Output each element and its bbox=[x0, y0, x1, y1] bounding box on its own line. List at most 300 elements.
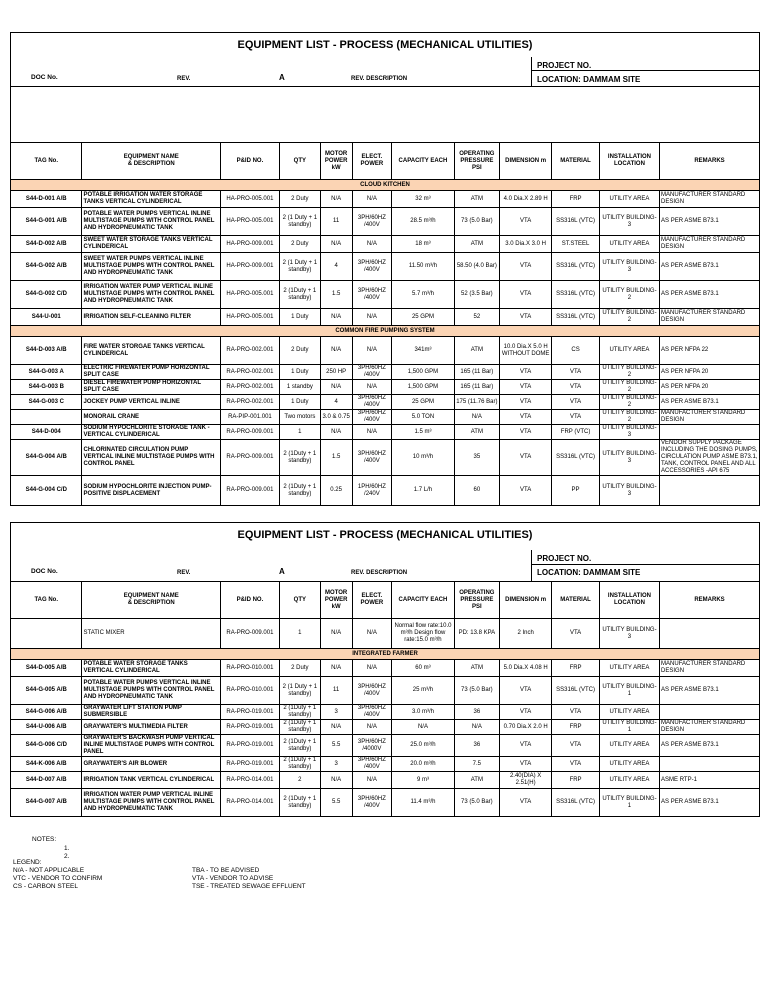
table-cell: 3PH/60HZ /400V bbox=[352, 395, 392, 410]
table-cell bbox=[660, 705, 760, 720]
table-cell: 25 GPM bbox=[392, 309, 454, 326]
table-cell: RA-PRO-019.001 bbox=[220, 757, 279, 772]
table-cell: 3PH/60HZ /400V bbox=[352, 281, 392, 309]
table-cell: VTA bbox=[500, 365, 552, 380]
table-cell: S44-D-005 A/B bbox=[11, 660, 82, 677]
table-cell: RA-PRO-019.001 bbox=[220, 705, 279, 720]
table-cell: UTILITY AREA bbox=[599, 191, 659, 208]
table-cell: STATIC MIXER bbox=[82, 619, 220, 649]
table-cell: 2 (1Duty + 1 standby) bbox=[279, 720, 320, 735]
equipment-sheet-2 bbox=[10, 522, 760, 817]
table-cell: S44-D-002 A/B bbox=[11, 236, 82, 253]
table-cell: S44-G-006 C/D bbox=[11, 735, 82, 757]
table-cell: 5.7 m³/h bbox=[392, 281, 454, 309]
table-cell: VTA bbox=[500, 677, 552, 705]
table-cell: N/A bbox=[352, 720, 392, 735]
table-cell: 1 bbox=[279, 619, 320, 649]
column-header: OPERATING PRESSURE PSI bbox=[454, 582, 499, 619]
table-cell: SS316L (VTC) bbox=[552, 253, 600, 281]
table-cell: 250 HP bbox=[320, 365, 352, 380]
table-cell: N/A bbox=[320, 309, 352, 326]
table-cell: 2 (1Duty + 1 standby) bbox=[279, 476, 320, 506]
table-cell: 10.0 Dia.X 5.0 H WITHOUT DOME bbox=[500, 337, 552, 365]
table-cell: AS PER ASME B73.1 bbox=[660, 253, 760, 281]
table-cell: 3PH/60HZ /400V bbox=[352, 410, 392, 425]
table-cell: VTA bbox=[500, 757, 552, 772]
column-header: CAPACITY EACH bbox=[392, 582, 454, 619]
table-cell: 1.5 bbox=[320, 440, 352, 476]
table-cell: DIESEL FIREWATER PUMP HORIZONTAL SPLIT CASE bbox=[82, 380, 220, 395]
sheet-title: EQUIPMENT LIST - PROCESS (MECHANICAL UTILITIES) bbox=[237, 39, 533, 51]
table-cell: UTILITY BUILDING-1 bbox=[599, 677, 659, 705]
legend-right bbox=[192, 867, 306, 891]
table-cell: 3 bbox=[320, 705, 352, 720]
table-cell: POTABLE IRRIGATION WATER STORAGE TANKS VERTICAL CYLINDERICAL bbox=[82, 191, 220, 208]
column-header: P&ID NO. bbox=[220, 582, 279, 619]
table-cell: 2 (1Duty + 1 standby) bbox=[279, 735, 320, 757]
table-cell: S44-G-003 B bbox=[11, 380, 82, 395]
table-cell: S44-G-003 A bbox=[11, 365, 82, 380]
table-cell bbox=[11, 619, 82, 649]
table-cell: UTILITY BUILDING-2 bbox=[599, 380, 659, 395]
table-cell: 1.5 m³ bbox=[392, 425, 454, 440]
table-cell: N/A bbox=[454, 410, 499, 425]
table-cell: PP bbox=[552, 476, 600, 506]
column-header: MATERIAL bbox=[552, 582, 600, 619]
notes-label: NOTES: bbox=[32, 836, 57, 843]
header-rule bbox=[531, 70, 759, 71]
table-cell: 5.0 Dia.X 4.08 H bbox=[500, 660, 552, 677]
table-cell: 2 (1 Duty + 1 standby) bbox=[279, 253, 320, 281]
table-cell: S44-G-001 A/B bbox=[11, 208, 82, 236]
table-cell: SS316L (VTC) bbox=[552, 208, 600, 236]
table-cell: N/A bbox=[320, 191, 352, 208]
table-cell: 2 Duty bbox=[279, 191, 320, 208]
table-cell: POTABLE WATER PUMPS VERTICAL INLINE MULTISTAGE PUMPS WITH CONTROL PANEL AND HYDROPNEUMATIC TANK bbox=[82, 208, 220, 236]
table-cell: AS PER NFPA 20 bbox=[660, 365, 760, 380]
table-cell: RA-PRO-002.001 bbox=[220, 380, 279, 395]
table-cell: 2 Duty bbox=[279, 660, 320, 677]
table-cell: N/A bbox=[320, 720, 352, 735]
table-cell: 3.0 m³/h bbox=[392, 705, 454, 720]
table-cell: SODIUM HYPOCHLORITE STORAGE TANK - VERTICAL CYLINDERICAL bbox=[82, 425, 220, 440]
table-cell: VENDOR SUPPLY PACKAGE INCLUDING THE DOSING PUMPS, CIRCULATION PUMP ASME B73.1, TANK, CONTROL PANEL AND ALL ACCESSORIES -API 675 bbox=[661, 440, 758, 474]
table-cell: N/A bbox=[320, 425, 352, 440]
column-header: TAG No. bbox=[11, 582, 82, 619]
table-cell: VTA bbox=[500, 789, 552, 817]
table-cell: AS PER NFPA 22 bbox=[660, 337, 760, 365]
table-cell: VTA bbox=[500, 705, 552, 720]
table-cell: FRP bbox=[552, 660, 600, 677]
table-cell: VTA bbox=[500, 410, 552, 425]
table-cell: VTA bbox=[500, 476, 552, 506]
table-cell: 2 (1Duty + 1 standby) bbox=[279, 789, 320, 817]
table-cell: VTA bbox=[500, 281, 552, 309]
table-cell: 36 bbox=[454, 705, 499, 720]
section-row bbox=[11, 649, 760, 660]
table-cell: 1 Duty bbox=[279, 309, 320, 326]
header-divider bbox=[531, 57, 532, 86]
table-cell: SS316L (VTC) bbox=[552, 440, 600, 476]
column-header: MOTOR POWER kW bbox=[320, 582, 352, 619]
table-cell: 2 (1 Duty + 1 standby) bbox=[279, 677, 320, 705]
table-cell: 5.5 bbox=[320, 789, 352, 817]
table-cell: N/A bbox=[352, 309, 392, 326]
table-cell: 3.0 Dia.X 3.0 H bbox=[500, 236, 552, 253]
table-cell: UTILITY BUILDING-1 bbox=[599, 720, 659, 735]
table-cell: FRP bbox=[552, 720, 600, 735]
column-header: EQUIPMENT NAME & DESCRIPTION bbox=[82, 582, 220, 619]
table-cell: CHLORINATED CIRCULATION PUMP VERTICAL INLINE MULTISTAGE PUMPS WITH CONTROL PANEL bbox=[82, 440, 220, 476]
table-cell: N/A bbox=[320, 337, 352, 365]
table-cell: VTA bbox=[552, 410, 600, 425]
table-cell: N/A bbox=[352, 337, 392, 365]
table-cell: VTA bbox=[500, 425, 552, 440]
table-cell: 3PH/60HZ /400V bbox=[352, 705, 392, 720]
table-cell: IRRIGATION WATER PUMP VERTICAL INLINE MULTISTAGE PUMPS WITH CONTROL PANEL AND HYDROPNEUMATIC TANK bbox=[82, 789, 220, 817]
table-cell: GRAYWATER'S MULTIMEDIA FILTER bbox=[82, 720, 220, 735]
table-row bbox=[11, 735, 760, 757]
table-cell: FRP bbox=[552, 772, 600, 789]
table-cell: N/A bbox=[454, 720, 499, 735]
table-cell: VTA bbox=[500, 735, 552, 757]
table-cell: Two motors bbox=[279, 410, 320, 425]
table-cell bbox=[660, 476, 760, 506]
table-cell: 2 (1Duty + 1 standby) bbox=[279, 705, 320, 720]
header-rule bbox=[531, 564, 759, 565]
table-cell: 0.25 bbox=[320, 476, 352, 506]
equipment-sheet-1 bbox=[10, 32, 760, 506]
rev-description-label: REV. DESCRIPTION bbox=[351, 570, 408, 576]
table-cell: 18 m³ bbox=[392, 236, 454, 253]
table-row bbox=[11, 720, 760, 735]
table-cell: ATM bbox=[454, 425, 499, 440]
table-cell: 1.7 L/h bbox=[392, 476, 454, 506]
table-cell: MANUFACTURER STANDARD DESIGN bbox=[660, 720, 760, 735]
table-cell: MANUFACTURER STANDARD DESIGN bbox=[660, 191, 760, 208]
table-cell: ASME RTP-1 bbox=[660, 772, 760, 789]
legend-item: TSE - TREATED SEWAGE EFFLUENT bbox=[192, 883, 306, 890]
project-no-label: PROJECT NO. bbox=[537, 554, 592, 563]
table-cell: POTABLE WATER PUMPS VERTICAL INLINE MULTISTAGE PUMPS WITH CONTROL PANEL AND HYDROPNEUMATIC TANK bbox=[82, 677, 220, 705]
header-divider bbox=[531, 550, 532, 581]
table-row bbox=[11, 476, 760, 506]
section-row bbox=[11, 180, 760, 191]
table-cell: 73 (5.0 Bar) bbox=[454, 789, 499, 817]
table-cell: ATM bbox=[454, 191, 499, 208]
table-cell: RA-PRO-019.001 bbox=[220, 735, 279, 757]
table-cell: CS bbox=[552, 337, 600, 365]
table-cell: N/A bbox=[352, 191, 392, 208]
section-title: INTEGRATED FARMER bbox=[11, 649, 760, 660]
table-cell: VTA bbox=[552, 619, 600, 649]
table-cell: 3PH/60HZ /400V bbox=[352, 365, 392, 380]
table-cell: VTA bbox=[552, 395, 600, 410]
table-cell: 32 m³ bbox=[392, 191, 454, 208]
table-cell: UTILITY AREA bbox=[599, 735, 659, 757]
table-cell: 0.70 Dia.X 2.0 H bbox=[500, 720, 552, 735]
table-cell: 58.50 (4.0 Bar) bbox=[454, 253, 499, 281]
table-cell: N/A bbox=[352, 772, 392, 789]
table-cell: RA-PRO-002.001 bbox=[220, 365, 279, 380]
table-row bbox=[11, 705, 760, 720]
table-cell: 60 bbox=[454, 476, 499, 506]
column-header: ELECT. POWER bbox=[352, 582, 392, 619]
table-cell: FRP bbox=[552, 191, 600, 208]
table-cell: S44-G-002 C/D bbox=[11, 281, 82, 309]
table-cell: HA-PRO-005.001 bbox=[220, 281, 279, 309]
table-row bbox=[11, 236, 760, 253]
table-cell: FRP (VTC) bbox=[552, 425, 600, 440]
sheet-header bbox=[10, 522, 760, 581]
table-row bbox=[11, 677, 760, 705]
column-header: MOTOR POWER kW bbox=[320, 143, 352, 180]
column-header: INSTALLATION LOCATION bbox=[599, 143, 659, 180]
table-cell bbox=[660, 757, 760, 772]
table-cell: 2 Duty bbox=[279, 337, 320, 365]
table-cell: 25.0 m³/h bbox=[392, 735, 454, 757]
table-cell: Normal flow rate:10.0 m³/h Design flow rate:15.0 m³/h bbox=[392, 619, 454, 649]
column-header: INSTALLATION LOCATION bbox=[599, 582, 659, 619]
table-header-row bbox=[11, 582, 760, 619]
table-cell: 2 Duty bbox=[279, 236, 320, 253]
location-label: LOCATION: DAMMAM SITE bbox=[537, 568, 641, 577]
table-cell: 3.0 & 0.75 bbox=[320, 410, 352, 425]
table-cell: 25 GPM bbox=[392, 395, 454, 410]
table-cell: SWEET WATER STORAGE TANKS VERTICAL CYLINDERICAL bbox=[82, 236, 220, 253]
table-row bbox=[11, 337, 760, 365]
table-cell: 165 (11 Bar) bbox=[454, 380, 499, 395]
table-row bbox=[11, 757, 760, 772]
equipment-table-1 bbox=[10, 142, 760, 506]
table-cell: VTA bbox=[500, 380, 552, 395]
table-cell: HA-PRO-009.001 bbox=[220, 253, 279, 281]
table-cell: 3PH/60HZ /400V bbox=[352, 789, 392, 817]
table-cell: 4 bbox=[320, 395, 352, 410]
legend-item: CS - CARBON STEEL bbox=[13, 883, 79, 890]
table-cell: 10 m³/h bbox=[392, 440, 454, 476]
table-cell: S44-G-004 C/D bbox=[11, 476, 82, 506]
table-cell: 11 bbox=[320, 677, 352, 705]
doc-no-label: DOC No. bbox=[31, 568, 58, 575]
table-cell: N/A bbox=[320, 380, 352, 395]
table-row bbox=[11, 772, 760, 789]
table-cell: VTA bbox=[500, 440, 552, 476]
table-cell: HA-PRO-005.001 bbox=[220, 208, 279, 236]
section-title: CLOUD KITCHEN bbox=[11, 180, 760, 191]
legend-item: VTC - VENDOR TO CONFIRM bbox=[13, 875, 103, 882]
table-cell: ST.STEEL bbox=[552, 236, 600, 253]
table-cell: 20.0 m³/h bbox=[392, 757, 454, 772]
legend-item: VTA - VENDOR TO ADVISE bbox=[192, 875, 274, 882]
table-cell: SODIUM HYPOCHLORITE INJECTION PUMP- POSITIVE DISPLACEMENT bbox=[82, 476, 220, 506]
table-cell: 4 bbox=[320, 253, 352, 281]
table-cell: RA-PRO-009.001 bbox=[220, 476, 279, 506]
table-cell: RA-PRO-010.001 bbox=[220, 677, 279, 705]
table-cell: 1 Duty bbox=[279, 365, 320, 380]
table-cell: AS PER ASME B73.1 bbox=[660, 281, 760, 309]
table-cell: 1PH/60HZ /240V bbox=[352, 476, 392, 506]
table-cell: AS PER ASME B73.1 bbox=[660, 735, 760, 757]
table-cell bbox=[660, 425, 760, 440]
table-row bbox=[11, 208, 760, 236]
table-cell: UTILITY BUILDING-3 bbox=[599, 619, 659, 649]
table-cell: UTILITY BUILDING-3 bbox=[599, 425, 659, 440]
table-cell: VTA bbox=[500, 395, 552, 410]
table-cell: UTILITY BUILDING-2 bbox=[599, 410, 659, 425]
table-cell: MANUFACTURER STANDARD DESIGN bbox=[660, 410, 760, 425]
table-cell: HA-PRO-005.001 bbox=[220, 309, 279, 326]
sheet-title: EQUIPMENT LIST - PROCESS (MECHANICAL UTILITIES) bbox=[237, 529, 533, 541]
table-cell: IRRIGATION SELF-CLEANING FILTER bbox=[82, 309, 220, 326]
table-row bbox=[11, 380, 760, 395]
table-row bbox=[11, 191, 760, 208]
table-cell: UTILITY AREA bbox=[599, 705, 659, 720]
legend-label: LEGEND: bbox=[13, 859, 42, 866]
table-cell: GRAYWATER'S AIR BLOWER bbox=[82, 757, 220, 772]
table-cell: RA-PRO-009.001 bbox=[220, 619, 279, 649]
table-cell: UTILITY BUILDING-2 bbox=[599, 309, 659, 326]
table-row bbox=[11, 789, 760, 817]
table-cell: MANUFACTURER STANDARD DESIGN bbox=[660, 309, 760, 326]
table-row bbox=[11, 660, 760, 677]
column-header: CAPACITY EACH bbox=[392, 143, 454, 180]
table-cell: 60 m³ bbox=[392, 660, 454, 677]
table-cell: UTILITY AREA bbox=[599, 660, 659, 677]
table-cell: 11.4 m³/h bbox=[392, 789, 454, 817]
column-header: QTY bbox=[279, 143, 320, 180]
table-row bbox=[11, 281, 760, 309]
table-cell: UTILITY BUILDING-3 bbox=[599, 440, 659, 476]
table-cell: 2 (1Duty + 1 standby) bbox=[279, 440, 320, 476]
table-cell: PD: 13.8 KPA bbox=[454, 619, 499, 649]
table-cell: UTILITY AREA bbox=[599, 757, 659, 772]
table-cell: RA-PRO-002.001 bbox=[220, 337, 279, 365]
table-cell: UTILITY BUILDING-1 bbox=[599, 789, 659, 817]
table-cell: GRAYWATER LIFT STATION PUMP SUBMERSIBLE bbox=[82, 705, 220, 720]
table-cell: 4.0 Dia.X 2.89 H bbox=[500, 191, 552, 208]
table-cell: VTA bbox=[552, 365, 600, 380]
table-cell: IRRIGATION TANK VERTICAL CYLINDERICAL bbox=[82, 772, 220, 789]
table-cell: VTA bbox=[552, 705, 600, 720]
table-row bbox=[11, 619, 760, 649]
table-cell: 1 standby bbox=[279, 380, 320, 395]
table-cell: MANUFACTURER STANDARD DESIGN bbox=[660, 236, 760, 253]
table-cell: S44-G-007 A/B bbox=[11, 789, 82, 817]
table-cell: 28.5 m³/h bbox=[392, 208, 454, 236]
table-cell: 5.5 bbox=[320, 735, 352, 757]
table-cell: 1 bbox=[279, 425, 320, 440]
table-cell: RA-PRO-014.001 bbox=[220, 772, 279, 789]
table-cell: VTA bbox=[552, 757, 600, 772]
table-cell: VTA bbox=[552, 735, 600, 757]
table-cell: 52 bbox=[454, 309, 499, 326]
column-header: TAG No. bbox=[11, 143, 82, 180]
note-item: 1. bbox=[64, 845, 70, 852]
table-cell: 165 (11 Bar) bbox=[454, 365, 499, 380]
table-cell: 3PH/60HZ /400V bbox=[352, 253, 392, 281]
table-row bbox=[11, 253, 760, 281]
table-cell: 341m³ bbox=[392, 337, 454, 365]
table-cell: AS PER ASME B73.1 bbox=[660, 789, 760, 817]
table-cell: UTILITY AREA bbox=[599, 337, 659, 365]
table-row bbox=[11, 425, 760, 440]
table-cell: UTILITY BUILDING-2 bbox=[599, 281, 659, 309]
table-cell: 3PH/60HZ /400V bbox=[352, 757, 392, 772]
table-cell: POTABLE WATER STORAGE TANKS VERTICAL CYLINDERICAL bbox=[82, 660, 220, 677]
column-header: QTY bbox=[279, 582, 320, 619]
table-cell: ELECTRIC FIREWATER PUMP HORIZONTAL SPLIT CASE bbox=[82, 365, 220, 380]
rev-value: A bbox=[279, 73, 285, 82]
table-cell: N/A bbox=[352, 425, 392, 440]
table-cell: 175 (11.76 Bar) bbox=[454, 395, 499, 410]
table-cell: S44-D-004 bbox=[11, 425, 82, 440]
header-rule-bottom bbox=[11, 86, 759, 87]
table-cell: RA-PRO-009.001 bbox=[220, 440, 279, 476]
rev-description-label: REV. DESCRIPTION bbox=[351, 76, 408, 82]
table-cell: IRRIGATION WATER PUMP VERTICAL INLINE MULTISTAGE PUMPS WITH CONTROL PANEL AND HYDROPNEUMATIC TANK bbox=[82, 281, 220, 309]
section-row bbox=[11, 326, 760, 337]
table-cell: VTA bbox=[552, 380, 600, 395]
table-row bbox=[11, 365, 760, 380]
column-header: REMARKS bbox=[660, 143, 760, 180]
table-row bbox=[11, 410, 760, 425]
table-row bbox=[11, 309, 760, 326]
table-cell: 7.5 bbox=[454, 757, 499, 772]
column-header: MATERIAL bbox=[552, 143, 600, 180]
table-cell: ATM bbox=[454, 660, 499, 677]
table-cell: ATM bbox=[454, 772, 499, 789]
table-cell: N/A bbox=[352, 619, 392, 649]
table-cell: VTA bbox=[500, 253, 552, 281]
project-no-label: PROJECT NO. bbox=[537, 61, 592, 70]
table-cell: UTILITY BUILDING-3 bbox=[599, 208, 659, 236]
column-header: DIMENSION m bbox=[500, 143, 552, 180]
note-item: 2. bbox=[64, 853, 70, 860]
table-cell: S44-K-006 A/B bbox=[11, 757, 82, 772]
table-cell bbox=[11, 410, 82, 425]
equipment-table-2 bbox=[10, 581, 760, 817]
rev-value: A bbox=[279, 567, 285, 576]
table-cell: UTILITY BUILDING-2 bbox=[599, 365, 659, 380]
table-cell: 11 bbox=[320, 208, 352, 236]
column-header: EQUIPMENT NAME & DESCRIPTION bbox=[82, 143, 220, 180]
table-cell: N/A bbox=[392, 720, 454, 735]
table-cell: ATM bbox=[454, 337, 499, 365]
table-row bbox=[11, 395, 760, 410]
table-cell: S44-U-006 A/B bbox=[11, 720, 82, 735]
table-row bbox=[11, 440, 760, 476]
table-cell: 2 (1 Duty + 1 standby) bbox=[279, 208, 320, 236]
table-cell: SS316L (VTC) bbox=[552, 309, 600, 326]
table-cell: RA-PRO-010.001 bbox=[220, 660, 279, 677]
table-cell: SS316L (VTC) bbox=[552, 789, 600, 817]
table-cell: S44-G-002 A/B bbox=[11, 253, 82, 281]
table-cell: 3PH/60HZ /400V bbox=[352, 677, 392, 705]
rev-label: REV. bbox=[177, 570, 191, 576]
table-header-row bbox=[11, 143, 760, 180]
rev-label: REV. bbox=[177, 76, 191, 82]
legend-item: N/A - NOT APPLICABLE bbox=[13, 867, 85, 874]
table-cell: N/A bbox=[352, 236, 392, 253]
table-cell: ATM bbox=[454, 236, 499, 253]
table-cell: 2 Inch bbox=[500, 619, 552, 649]
table-cell: 2 (1Duty + 1 standby) bbox=[279, 757, 320, 772]
column-header: REMARKS bbox=[660, 582, 760, 619]
table-cell: AS PER ASME B73.1 bbox=[660, 677, 760, 705]
table-cell: N/A bbox=[320, 772, 352, 789]
table-cell: 25 m³/h bbox=[392, 677, 454, 705]
